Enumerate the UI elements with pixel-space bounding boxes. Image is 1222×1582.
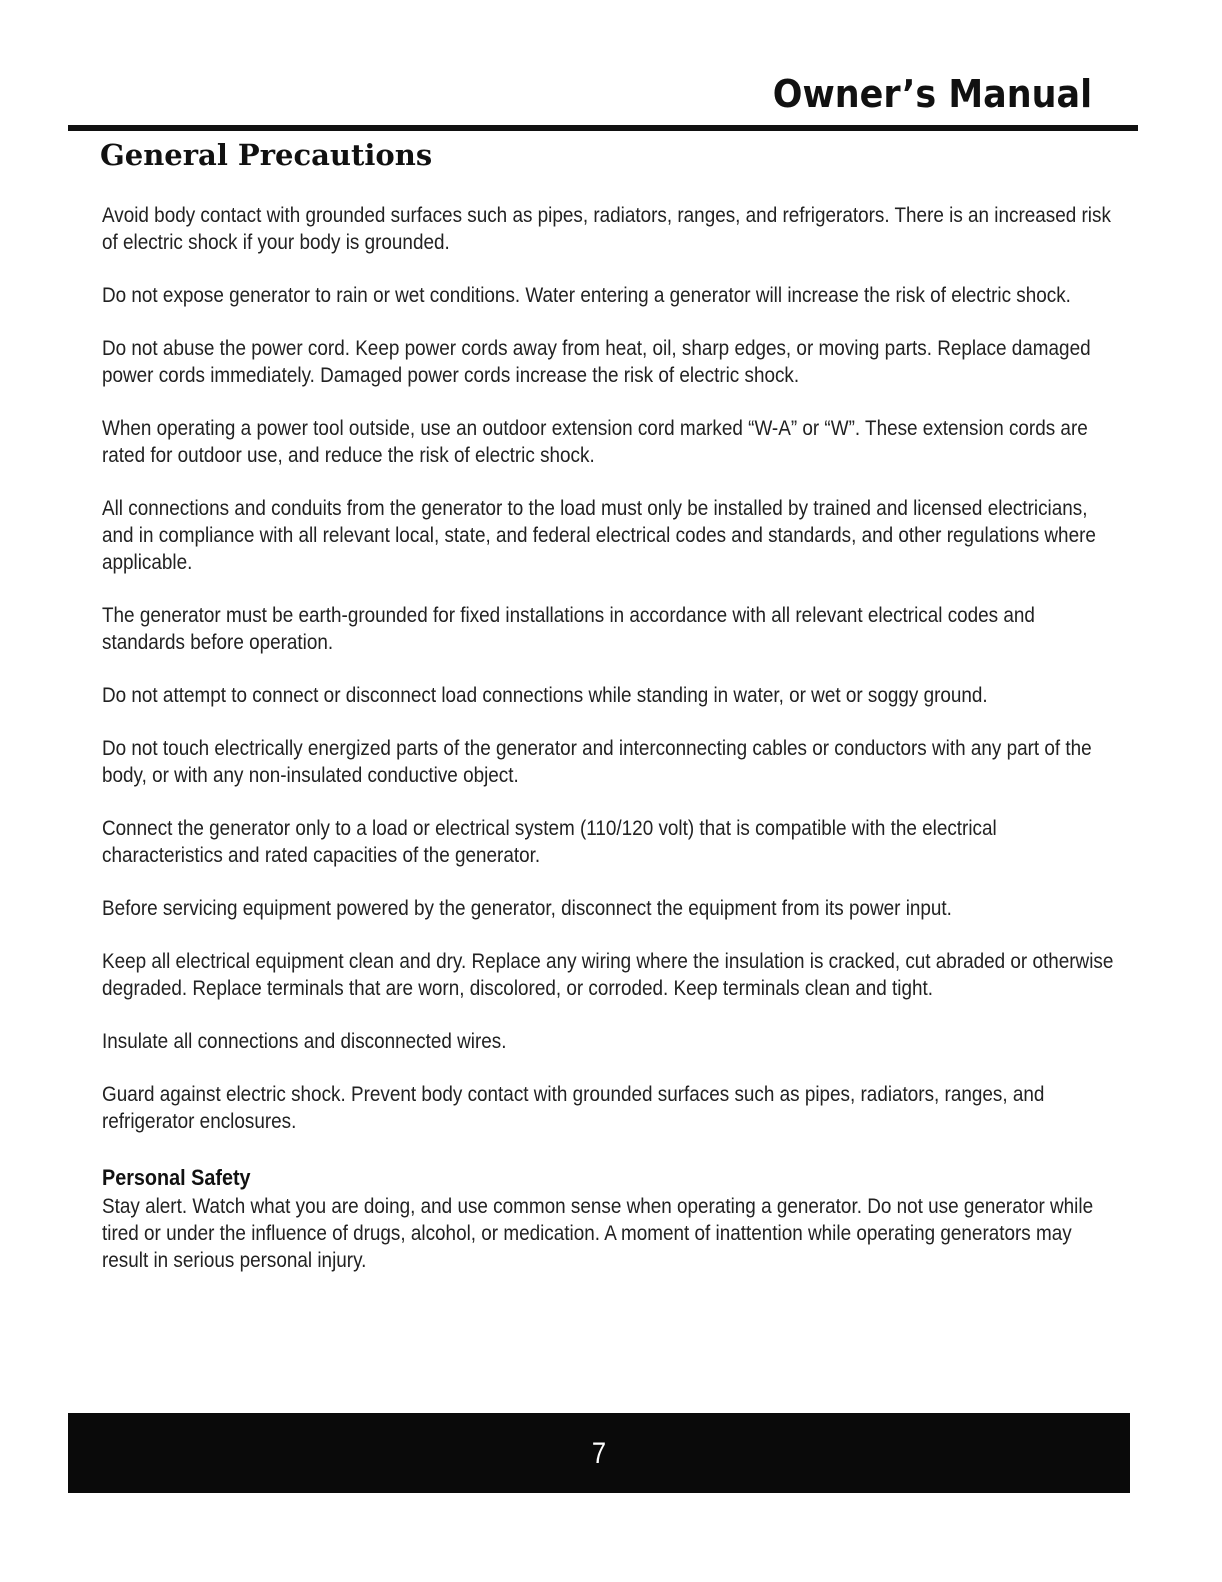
personal-safety-section — [102, 1163, 1115, 1274]
precaution-paragraph: Do not attempt to connect or disconnect load connections while standing in water, or wet or soggy ground. — [102, 684, 988, 707]
precaution-paragraph: Do not abuse the power cord. Keep power cords away from heat, oil, sharp edges, or moving parts. Replace damaged power cords immediately. Damaged power cords increase the risk of electric shock. — [102, 337, 1091, 387]
header-divider — [68, 125, 1138, 131]
personal-safety-heading: Personal Safety — [102, 1165, 251, 1190]
page-number: 7 — [591, 1437, 607, 1470]
precaution-paragraph: Do not expose generator to rain or wet conditions. Water entering a generator will increase the risk of electric shock. — [102, 284, 1071, 307]
precaution-paragraph: Connect the generator only to a load or electrical system (110/120 volt) that is compatible with the electrical characteristics and rated capacities of the generator. — [102, 817, 997, 867]
precaution-paragraph: Insulate all connections and disconnected wires. — [102, 1030, 507, 1053]
precautions-body — [102, 202, 1117, 1274]
section-title: General Precautions — [100, 138, 433, 172]
precaution-paragraph: Keep all electrical equipment clean and dry. Replace any wiring where the insulation is cracked, cut abraded or otherwise degraded. Replace terminals that are worn, discolored, or corroded. Keep terminals clean and tight. — [102, 950, 1114, 1000]
precaution-paragraph: The generator must be earth-grounded for fixed installations in accordance with all relevant electrical codes and standards before operation. — [102, 604, 1035, 654]
manual-title: Owner’s Manual — [772, 72, 1092, 116]
precaution-paragraph: Before servicing equipment powered by the generator, disconnect the equipment from its power input. — [102, 897, 952, 920]
precaution-paragraph: When operating a power tool outside, use an outdoor extension cord marked “W-A” or “W”. These extension cords are rated for outdoor use, and reduce the risk of electric shock. — [102, 417, 1088, 467]
precaution-paragraph: Avoid body contact with grounded surfaces such as pipes, radiators, ranges, and refrigerators. There is an increased risk of electric shock if your body is grounded. — [102, 204, 1111, 254]
personal-safety-text: Stay alert. Watch what you are doing, and use common sense when operating a generator. Do not use generator while tired or under the influence of drugs, alcohol, or medication. A moment of inattention while operating generators may result in serious personal injury. — [102, 1195, 1094, 1272]
footer-bar — [68, 1413, 1130, 1493]
precaution-paragraph: All connections and conduits from the generator to the load must only be installed by trained and licensed electricians, and in compliance with all relevant local, state, and federal electrical codes and standards, and other regulations where applicable. — [102, 497, 1096, 574]
precaution-paragraph: Do not touch electrically energized parts of the generator and interconnecting cables or conductors with any part of the body, or with any non-insulated conductive object. — [102, 737, 1092, 787]
precaution-paragraph: Guard against electric shock. Prevent body contact with grounded surfaces such as pipes, radiators, ranges, and refrigerator enclosures. — [102, 1083, 1045, 1133]
